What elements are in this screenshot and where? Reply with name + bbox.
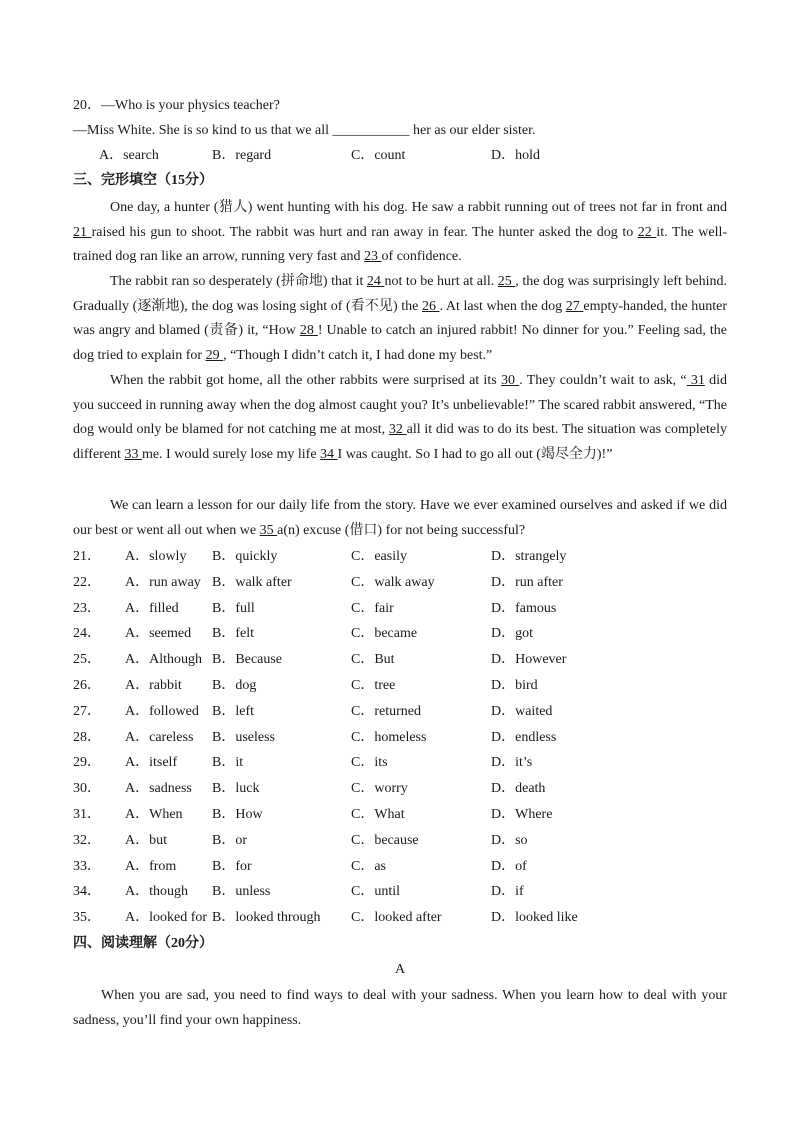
option-c: C．But <box>351 652 395 668</box>
option-b: B．Because <box>212 652 282 668</box>
option-row <box>73 676 733 698</box>
option-c: C．looked after <box>351 910 442 926</box>
paragraph-text: raised his gun to shoot. The rabbit was hurt and ran away in fear. The hunter asked the dog to <box>91 224 638 240</box>
option-c: C．as <box>351 858 386 874</box>
option-d: D．looked like <box>491 910 578 926</box>
option-a: A．sadness <box>125 781 192 797</box>
option-row <box>73 599 733 621</box>
option-c: C．fair <box>351 600 394 616</box>
paragraph-text: me. I would surely lose my life <box>141 447 321 463</box>
answer-text-before: —Miss White. She is so kind to us that we all <box>73 123 333 138</box>
paragraph-text: did you succeed in running away when the dog almost caught you? It’s unbelievable!” The scared rabbit answered, “The dog would only be blamed for not catching me at most, <box>73 373 727 438</box>
option-b: B．or <box>212 832 247 848</box>
cloze-paragraph-2 <box>73 270 727 369</box>
paragraph-text: it. The well-trained dog ran like an arrow, running very fast and <box>73 224 728 265</box>
question-20-answer-line <box>73 121 535 141</box>
option-b: B．looked through <box>212 910 321 926</box>
option-row <box>73 908 733 930</box>
option-a: A．seemed <box>125 626 192 642</box>
option-c: C．homeless <box>351 729 427 745</box>
reading-paragraph-1: When you are sad, you need to find ways to deal with your sadness. When you learn how to deal with your sadness, you’ll find your own happiness. <box>73 988 727 1028</box>
section-4-heading: 四、阅读理解（20分） <box>73 936 213 951</box>
question-number: 35． <box>73 910 101 926</box>
option-row <box>73 805 733 827</box>
option-a: A．but <box>125 832 167 848</box>
blank: 30 <box>500 373 520 388</box>
option-row <box>73 857 733 879</box>
answer-text-after: her as our elder sister. <box>409 123 536 138</box>
blank: 31 <box>686 373 705 388</box>
option-d: D．run after <box>491 574 563 590</box>
paragraph-text: , “Though I didn’t catch it, I had done my best.” <box>223 348 493 364</box>
question-number: 31． <box>73 807 101 822</box>
option-d: D．of <box>491 858 527 874</box>
option-a: A．rabbit <box>125 678 182 693</box>
option-b: B．full <box>212 600 255 616</box>
cloze-paragraph-4 <box>73 494 727 543</box>
option-d: D．it’s <box>491 755 533 771</box>
option-a: A．Although <box>125 652 202 668</box>
answer-blank: ___________ <box>332 123 410 138</box>
question-number: 29． <box>73 755 101 771</box>
blank: 35 <box>259 522 278 538</box>
blank: 26 <box>421 298 440 314</box>
paragraph-text: empty-handed, the hunter was angry and blamed (责备) it, “How <box>73 298 728 339</box>
option-d: D．Where <box>491 807 553 822</box>
paragraph-text: The rabbit ran so desperately (拼命地) that it <box>110 274 367 289</box>
blank: 29 <box>205 348 224 364</box>
option-c: C．because <box>351 832 419 848</box>
option-a: A．run away <box>125 574 201 590</box>
option-b: B．walk after <box>212 574 292 590</box>
question-number: 24． <box>73 626 101 642</box>
option-c: C．became <box>351 626 418 642</box>
passage-label: A <box>395 962 406 977</box>
question-number: 34． <box>73 884 101 900</box>
paragraph-text: We can learn a lesson for our daily life from the story. Have we ever examined ourselves and asked if we did our best or went all out when we <box>73 498 727 538</box>
blank: 33 <box>124 447 142 463</box>
option-row <box>73 702 733 724</box>
option-row <box>73 547 733 569</box>
option-b: B．quickly <box>212 549 278 564</box>
option-b: B．felt <box>212 626 254 642</box>
option-a: A．filled <box>125 600 179 616</box>
option-d: D．waited <box>491 703 553 719</box>
q20-option-a: A．search <box>99 148 159 163</box>
paragraph-text: all it did was to do its best. The situation was completely different <box>73 422 727 463</box>
option-b: B．it <box>212 755 244 771</box>
q20-option-d: D．hold <box>491 148 540 163</box>
option-row <box>73 650 733 672</box>
option-a: A．slowly <box>125 549 187 564</box>
paragraph-text: , the dog was surprisingly left behind. Gradually (逐渐地), the dog was losing sight of (看不见) the <box>73 274 727 314</box>
option-d: D．bird <box>491 678 538 693</box>
option-c: C．worry <box>351 781 408 797</box>
option-row <box>73 573 733 595</box>
question-20-text: 20．—Who is your physics teacher? <box>73 98 280 113</box>
option-c: C．walk away <box>351 574 435 590</box>
q20-option-c: C．count <box>351 148 406 163</box>
option-a: A．looked for <box>125 910 208 926</box>
option-b: B．dog <box>212 678 257 693</box>
question-number: 21． <box>73 549 101 564</box>
question-number: 32． <box>73 832 101 848</box>
option-a: A．careless <box>125 729 194 745</box>
paragraph-text: . At last when the dog <box>439 298 566 314</box>
question-number: 33． <box>73 858 101 874</box>
option-b: B．useless <box>212 729 275 745</box>
question-number: 26． <box>73 678 101 693</box>
option-row <box>73 728 733 750</box>
blank: 28 <box>299 323 318 339</box>
option-a: A．itself <box>125 755 178 771</box>
option-c: C．returned <box>351 703 421 719</box>
option-b: B．for <box>212 858 252 874</box>
option-d: D．death <box>491 781 546 797</box>
option-row <box>73 624 733 646</box>
option-row <box>73 779 733 801</box>
paragraph-text: of confidence. <box>381 249 462 265</box>
option-a: A．though <box>125 884 188 900</box>
question-20 <box>73 96 280 116</box>
option-row <box>73 753 733 775</box>
option-c: C．its <box>351 755 388 771</box>
option-row <box>73 831 733 853</box>
blank: 34 <box>320 447 338 463</box>
option-a: A．When <box>125 807 183 822</box>
cloze-paragraph-3 <box>73 369 727 468</box>
option-b: B．How <box>212 807 263 822</box>
question-number: 30． <box>73 781 101 797</box>
blank: 22 <box>637 224 657 240</box>
option-d: D．famous <box>491 600 557 616</box>
option-b: B．unless <box>212 884 271 900</box>
option-row <box>73 882 733 904</box>
paragraph-text: One day, a hunter (猎人) went hunting with his dog. He saw a rabbit running out of trees not far in front and <box>110 200 727 215</box>
blank: 32 <box>388 422 407 438</box>
paragraph-text: When the rabbit got home, all the other rabbits were surprised at its <box>110 373 501 388</box>
option-c: C．What <box>351 807 405 822</box>
question-number: 25． <box>73 652 101 668</box>
option-d: D．endless <box>491 729 557 745</box>
option-d: D．got <box>491 626 533 642</box>
paragraph-text: . They couldn’t wait to ask, “ <box>519 373 687 388</box>
question-number: 22． <box>73 574 101 590</box>
question-number: 27． <box>73 703 101 719</box>
option-d: D．if <box>491 884 524 900</box>
option-d: D．However <box>491 652 567 668</box>
option-a: A．from <box>125 858 177 874</box>
option-c: C．tree <box>351 678 396 693</box>
question-number: 28． <box>73 729 101 745</box>
paragraph-text: a(n) excuse (借口) for not being successful? <box>277 522 526 538</box>
question-number: 23． <box>73 600 101 616</box>
section-3-heading: 三、完形填空（15分） <box>73 173 213 188</box>
option-b: B．luck <box>212 781 260 797</box>
blank: 25 <box>497 274 516 289</box>
paragraph-text: ! Unable to catch an injured rabbit! No dinner for you.” Feeling sad, the dog tried to explain for <box>73 323 728 364</box>
paragraph-text: I was caught. So I had to go all out (竭尽全力)!” <box>337 447 613 463</box>
paragraph-text: not to be hurt at all. <box>384 274 498 289</box>
option-c: C．until <box>351 884 401 900</box>
option-b: B．left <box>212 703 254 719</box>
blank: 24 <box>366 274 385 289</box>
blank: 23 <box>364 249 382 265</box>
option-d: D．so <box>491 832 528 848</box>
option-d: D．strangely <box>491 549 567 564</box>
blank: 27 <box>565 298 584 314</box>
option-c: C．easily <box>351 549 407 564</box>
q20-option-b: B．regard <box>212 148 272 163</box>
cloze-paragraph-1 <box>73 196 727 270</box>
blank: 21 <box>73 224 92 240</box>
option-a: A．followed <box>125 703 199 719</box>
